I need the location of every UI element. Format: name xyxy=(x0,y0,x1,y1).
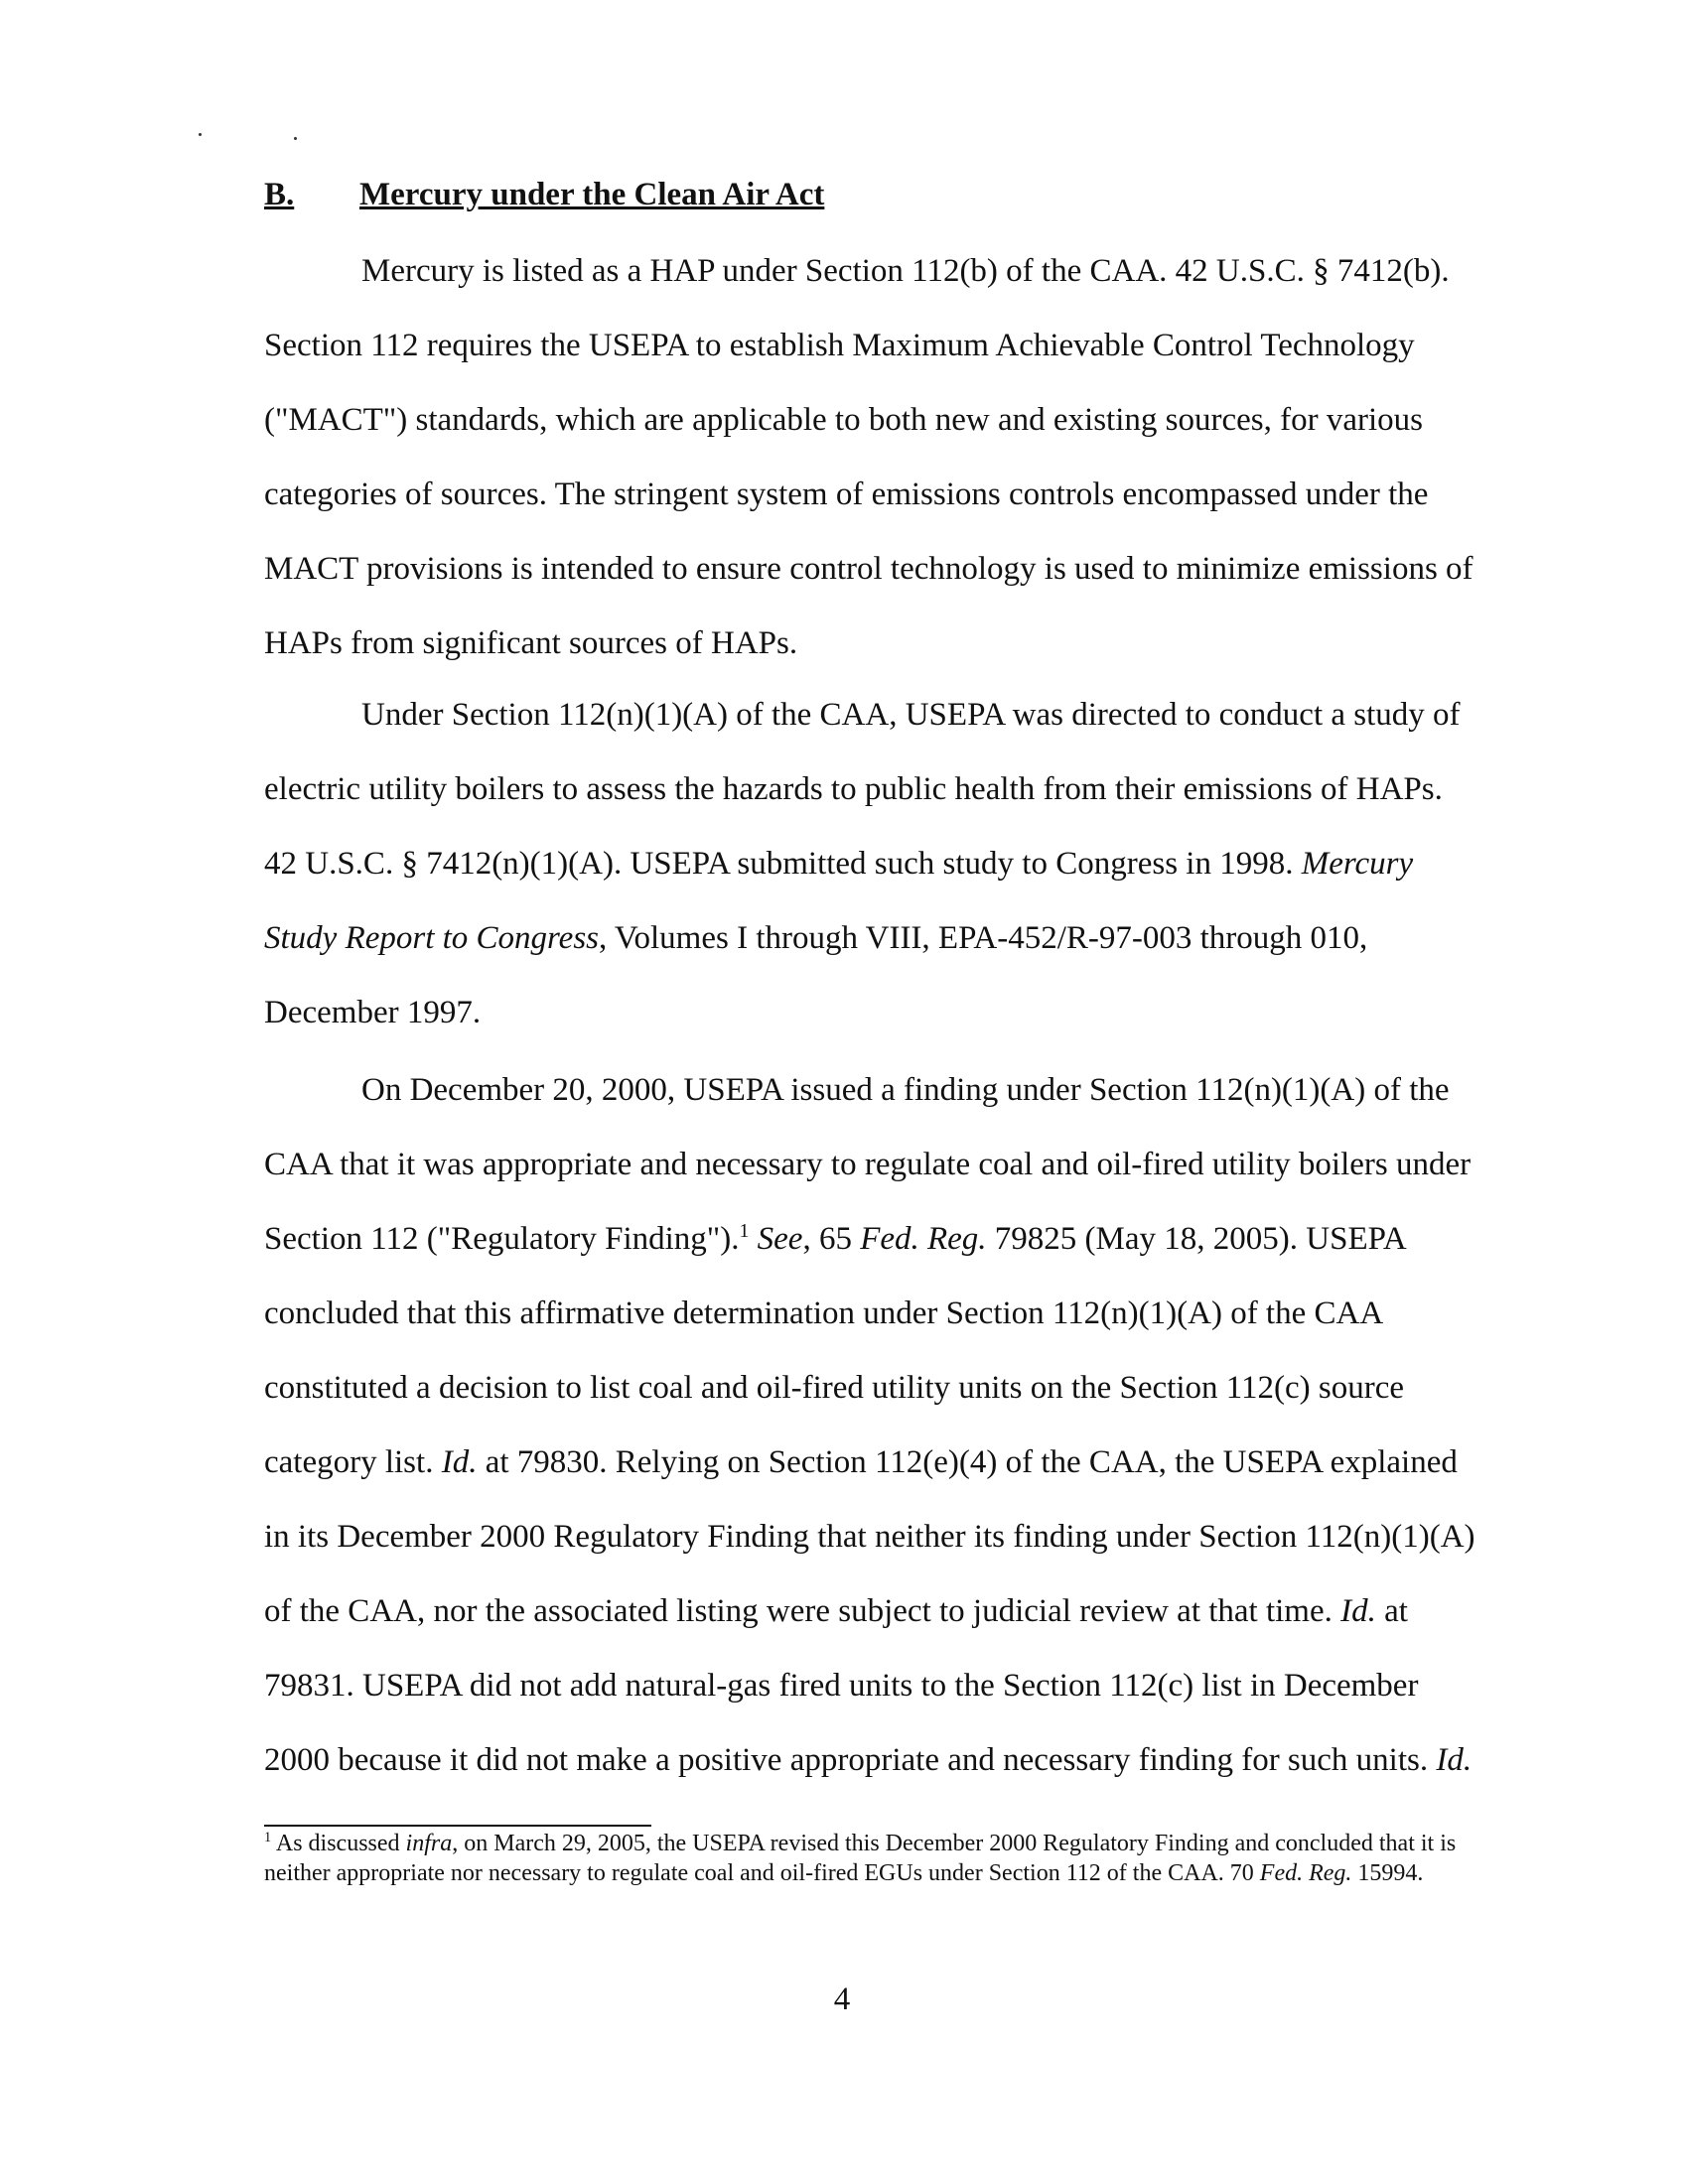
section-heading xyxy=(264,175,824,214)
citation-reporter: Fed. Reg. xyxy=(860,1221,987,1257)
paragraph-text: Under Section 112(n)(1)(A) of the CAA, USEPA was directed to conduct a study of electric utility boilers to assess the hazards to public health from their emissions of HAPs. 42 U.S.C. § 7412(n)(1)(A). USEPA submitted such study to Congress in 1998. xyxy=(264,697,1461,882)
paragraph-mercury-hap xyxy=(264,234,1477,681)
citation-id: Id. xyxy=(1340,1593,1376,1629)
page-number: 4 xyxy=(833,1981,851,2017)
paragraph-text: at 79831. USEPA did not add natural-gas fired units to the Section 112(c) list in December 2000 because it did not make a positive appropriate and necessary finding for such units. xyxy=(264,1593,1437,1778)
citation-signal: See xyxy=(757,1221,803,1257)
footnote-reporter: Fed. Reg. xyxy=(1259,1860,1352,1886)
paragraph-text: at 79830. Relying on Section 112(e)(4) of the CAA, the USEPA explained in its December 2000 Regulatory Finding that neither its finding under Section 112(n)(1)(A) of the CAA, nor the associated listing were subject to judicial review at that time. xyxy=(264,1444,1475,1629)
footnote-separator xyxy=(264,1825,651,1827)
footnote-text: As discussed xyxy=(271,1831,406,1856)
paragraph-text: , Volumes I through VIII, EPA-452/R-97-003 through 010, December 1997. xyxy=(264,920,1368,1030)
footnote-number: 1 xyxy=(264,1830,272,1845)
paragraph-text: On December 20, 2000, USEPA issued a finding under Section 112(n)(1)(A) of the CAA that it was appropriate and necessary to regulate coal and oil-fired utility boilers under Section 112 ("Regulatory Finding"). xyxy=(264,1072,1472,1257)
citation-title: Mercury Study Report to Congress xyxy=(264,846,1414,956)
scan-speck xyxy=(199,133,202,136)
citation-id: Id. xyxy=(1436,1742,1473,1778)
footnote-italic: infra xyxy=(405,1831,453,1856)
citation-id: Id. xyxy=(441,1444,478,1480)
paragraph-text: 79825 (May 18, 2005). USEPA concluded that this affirmative determination under Section 112(n)(1)(A) of the CAA constituted a decision to list coal and oil-fired utility units on the Section 112(c) source category list. xyxy=(264,1221,1405,1480)
footnote-text: 15994. xyxy=(1351,1860,1424,1886)
paragraph-text: Mercury is listed as a HAP under Section 112(b) of the CAA. 42 U.S.C. § 7412(b). Section 112 requires the USEPA to establish Maximum Achievable Control Technology ("MACT") standards, which are applicable to both new and existing sources, for various categories of sources. The stringent system of emissions controls encompassed under the MACT provisions is intended to ensure control technology is used to minimize emissions of HAPs from significant sources of HAPs. xyxy=(264,253,1474,661)
paragraph-regulatory-finding xyxy=(264,1053,1477,1798)
scan-speck xyxy=(294,137,297,140)
footnote-text: , on March 29, 2005, the USEPA revised this December 2000 Regulatory Finding and concluded that it is neither appropriate nor necessary to regulate coal and oil-fired EGUs under Section 112 of the CAA. 70 xyxy=(264,1831,1457,1886)
section-title: Mercury under the Clean Air Act xyxy=(359,177,825,212)
footnote-reference[interactable]: 1 xyxy=(739,1220,750,1242)
paragraph-text: , 65 xyxy=(802,1221,861,1257)
paragraph-study xyxy=(264,678,1477,1050)
section-letter: B. xyxy=(264,177,295,212)
scan-specks xyxy=(199,127,308,147)
footnote xyxy=(264,1829,1477,1888)
